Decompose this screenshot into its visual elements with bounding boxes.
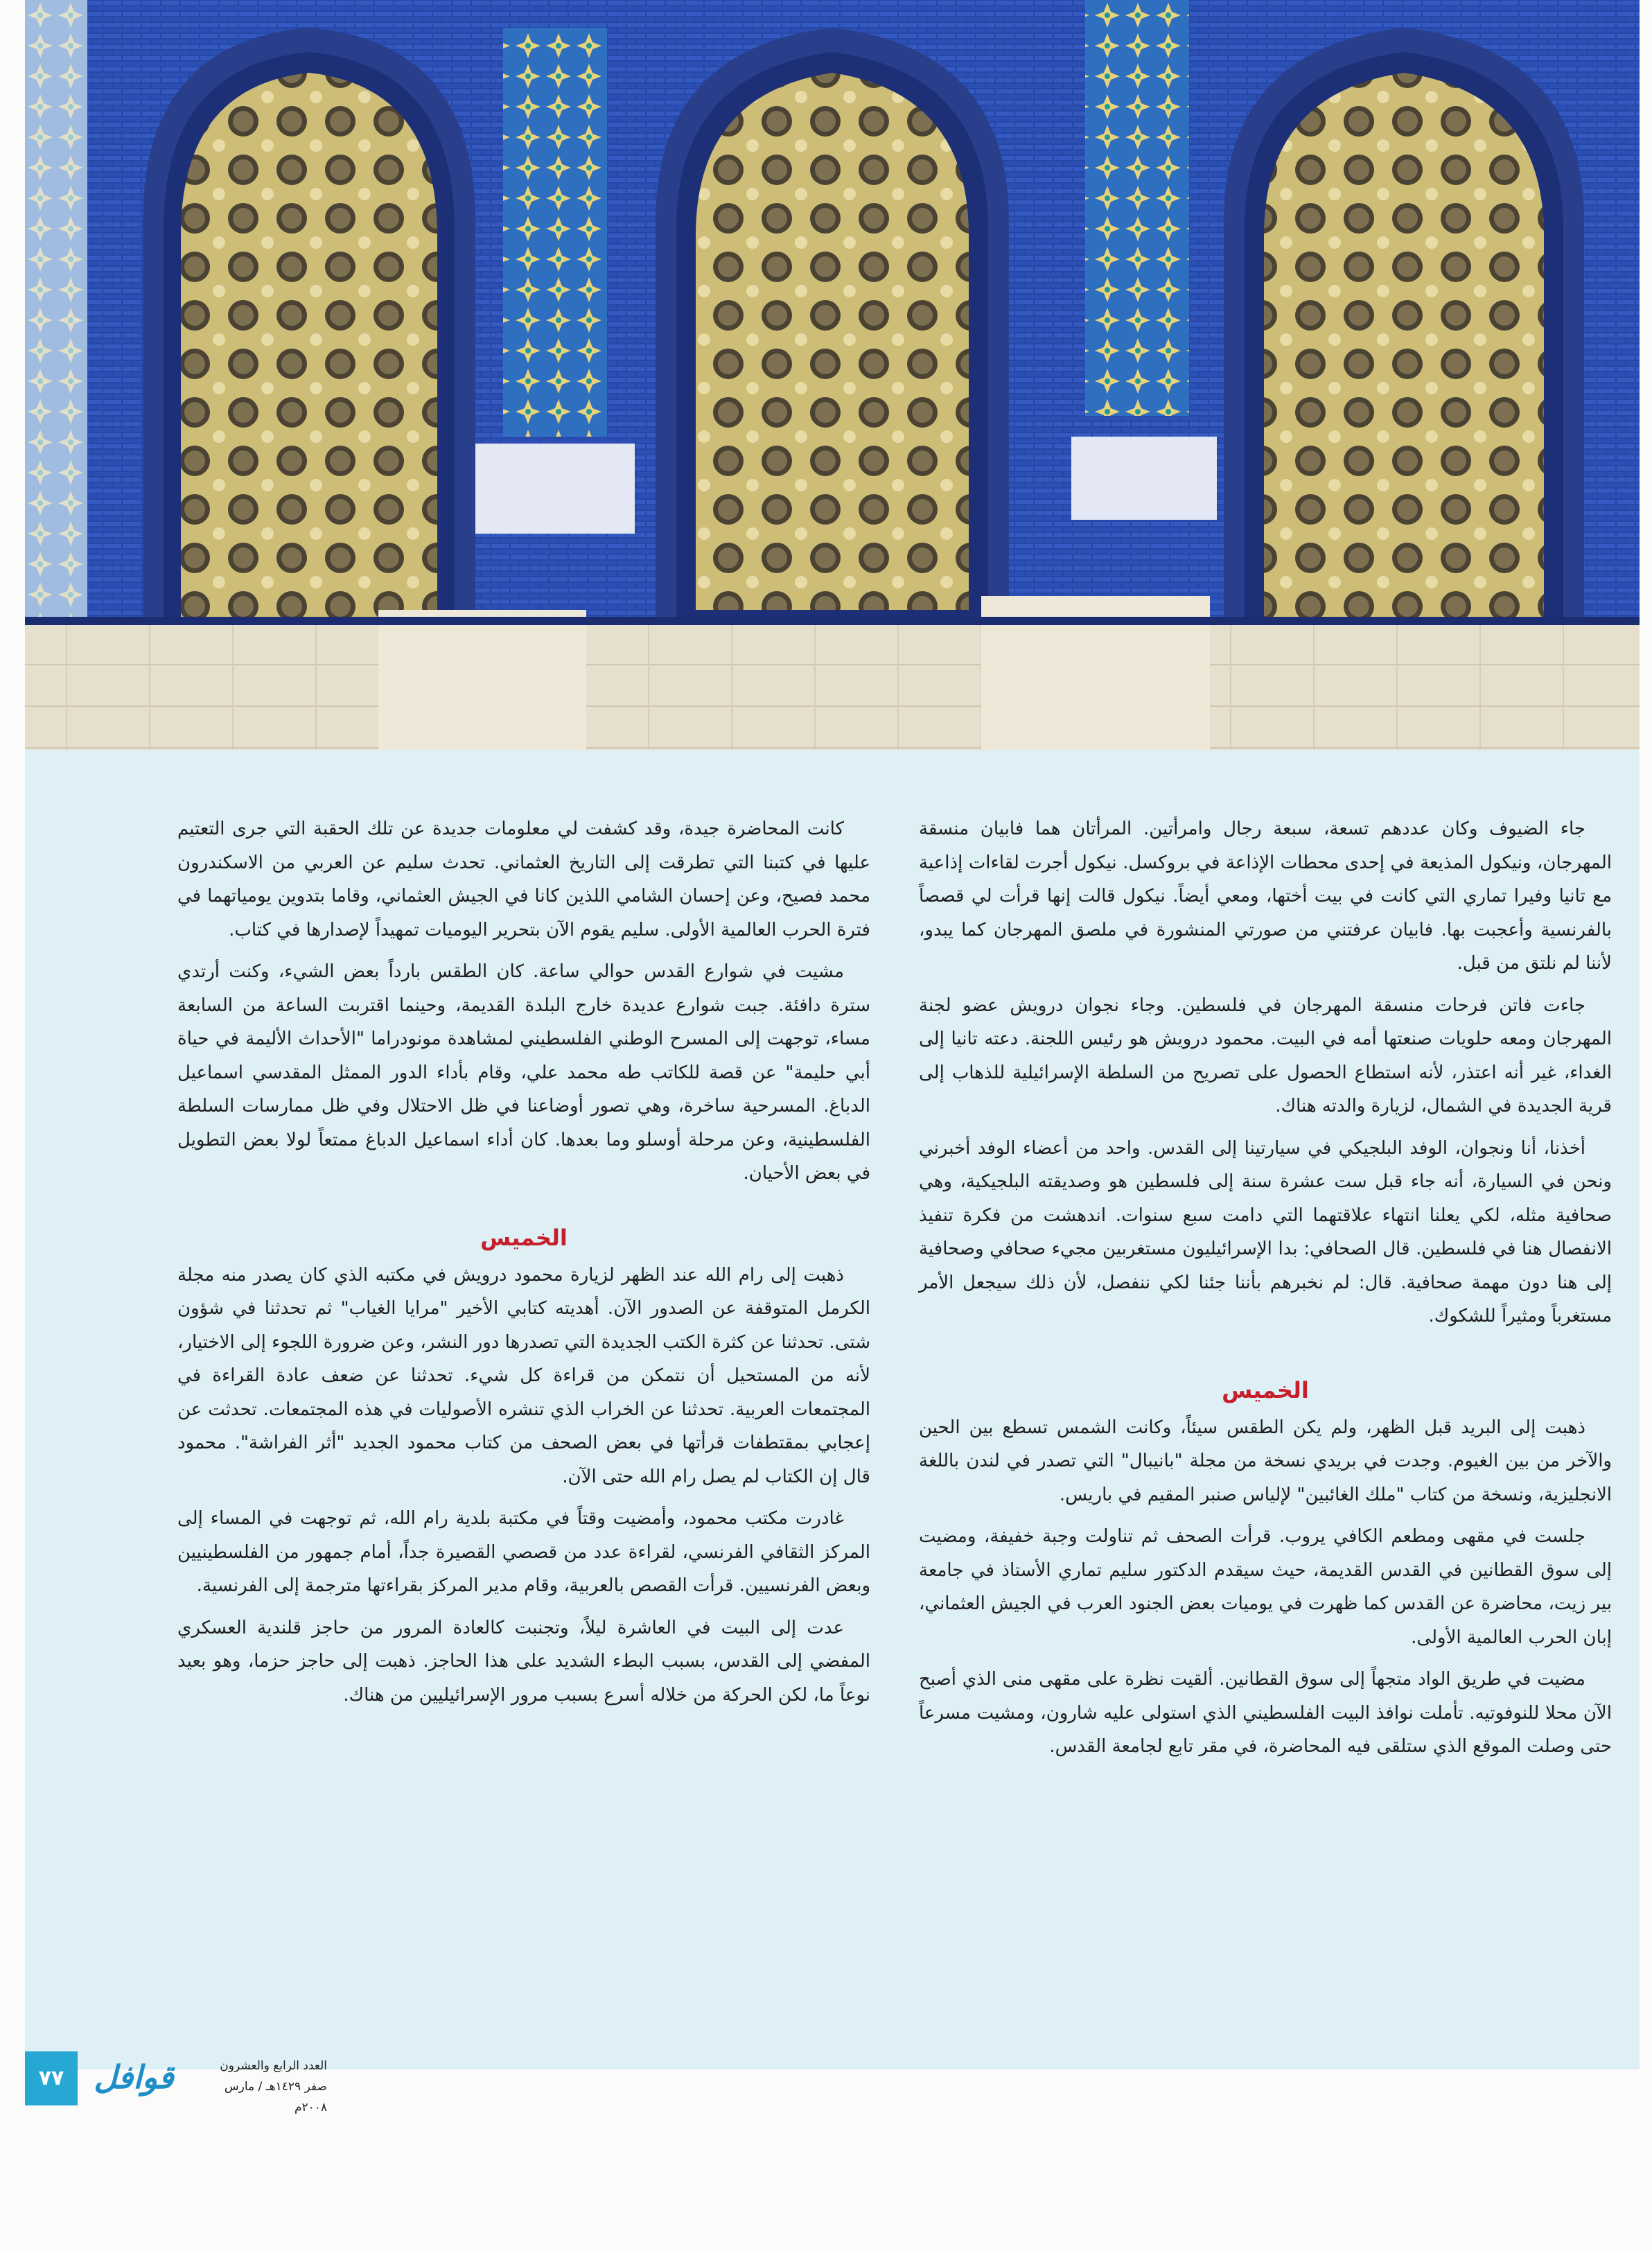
paragraph: جاءت فاتن فرحات منسقة المهرجان في فلسطين. وجاء نجوان درويش عضو لجنة المهرجان ومعه حلويات صنعتها أمه في البيت. محمود درويش هو رئيس اللجنة. دعته تانيا إلى الغداء، غير أنه اعتذر، لأنه استطاع الحصول على تصريح من السلطة الإسرائيلية للذهاب إلى قرية الجديدة في الشمال، لزيارة والدته هناك. bbox=[919, 995, 1612, 1116]
paragraph: مشيت في شوارع القدس حوالي ساعة. كان الطقس بارداً بعض الشيء، وكنت أرتدي سترة دافئة. جبت شوارع عديدة خارج البلدة القديمة، وحينما اقتربت الساعة من السابعة مساء، توجهت إلى المسرح الوطني الفلسطيني لمشاهدة مونودراما "الأحداث الأليمة في حياة أبي حليمة" عن قصة للكاتب طه محمد علي، وقام بأداء الدور الممثل المقدسي اسماعيل الدباغ. المسرحية ساخرة، وهي تصور أوضاعنا في ظل الاحتلال وفي ظل ممارسات السلطة الفلسطينية، وعن مرحلة أوسلو وما بعدها. كان أداء اسماعيل الدباغ ممتعاً لولا بعض التطويل في بعض الأحيان. bbox=[177, 961, 870, 1184]
article-body bbox=[25, 750, 1640, 2069]
section-heading: الخميس bbox=[1222, 1376, 1309, 1403]
paragraph: جاء الضيوف وكان عددهم تسعة، سبعة رجال وامرأتين. المرأتان هما فابيان منسقة المهرجان، ونيكول المذيعة في إحدى محطات الإذاعة في بروكسل. نيكول أجرت لقاءات إذاعية مع تانيا وفيرا تماري التي كانت في بيت أختها، ومعي أيضاً. نيكول قالت إنها قرأت لي قصصاً بالفرنسية وأعجبت بها. فابيان عرفتني من صورتي المنشورة في ملصق المهرجان كما يبدو، لأننا لم نلتق من قبل. bbox=[919, 818, 1612, 974]
article-column-left bbox=[177, 812, 870, 1720]
paragraph: كانت المحاضرة جيدة، وقد كشفت لي معلومات جديدة عن تلك الحقبة التي جرى التعتيم عليها في كتبنا التي تطرقت إلى التاريخ العثماني. تحدث سليم عن العربي من الاسكندرون محمد فصيح، وعن إحسان الشامي اللذين كانا في الجيش العثماني، وقاما بتدوين يومياتهما في فترة الحرب العالمية الأولى. سليم يقوم الآن بتحرير اليوميات تمهيداً لإصدارها في كتاب. bbox=[177, 818, 870, 940]
section-heading: الخميس bbox=[480, 1224, 568, 1251]
paragraph: ذهبت إلى البريد قبل الظهر، ولم يكن الطقس سيئاً، وكانت الشمس تسطع بين الحين والآخر من بين الغيوم. وجدت في بريدي نسخة من مجلة "بانيبال" التي تصدر في لندن باللغة الانجليزية، ونسخة من كتاب "ملك الغائبين" لإلياس صنبر المقيم في باريس. bbox=[919, 1417, 1612, 1505]
page-footer bbox=[25, 2051, 330, 2114]
paragraph: غادرت مكتب محمود، وأمضيت وقتاً في مكتبة بلدية رام الله، ثم توجهت في المساء إلى المركز الثقافي الفرنسي، لقراءة عدد من قصصي القصيرة جداً، أمام جمهور من الفلسطينيين وبعض الفرنسيين. قرأت القصص بالعربية، وقام مدير المركز بقراءتها مترجمة إلى الفرنسية. bbox=[177, 1508, 870, 1596]
page-number: ٧٧ bbox=[25, 2051, 78, 2105]
tiled-windows-illustration bbox=[25, 0, 1640, 750]
issue-date: صفر ١٤٢٩هـ / مارس ٢٠٠٨م bbox=[224, 2080, 327, 2114]
issue-info bbox=[188, 2056, 327, 2118]
paragraph: عدت إلى البيت في العاشرة ليلاً، وتجنبت كالعادة المرور من حاجز قلندية العسكري المفضي إلى القدس، بسبب البطء الشديد على هذا الحاجز. ذهبت إلى حاجز حزما، وهو بعيد نوعاً ما، لكن الحركة من خلاله أسرع بسبب مرور الإسرائيليين من هناك. bbox=[177, 1617, 870, 1706]
paragraph: ذهبت إلى رام الله عند الظهر لزيارة محمود درويش في مكتبه الذي كان يصدر منه مجلة الكرمل المتوقفة عن الصدور الآن. أهديته كتابي الأخير "مرايا الغياب" ثم تحدثنا في شؤون شتى. تحدثنا عن كثرة الكتب الجديدة التي تصدرها دور النشر، وعن ضرورة اللجوء إلى الاختيار، لأنه من المستحيل أن نتمكن من قراءة كل شيء. تحدثنا عن ضعف عادة القراءة في المجتمعات العربية. تحدثنا عن الخراب الذي تنشره الأصوليات في هذه المجتمعات. تحدثت عن إعجابي بمقتطفات قرأتها في بعض الصحف من كتاب محمود الجديد "أثر الفراشة". محمود قال إن الكتاب لم يصل رام الله حتى الآن. bbox=[177, 1264, 870, 1487]
header-photo bbox=[25, 0, 1640, 750]
paragraph: جلست في مقهى ومطعم الكافي يروب. قرأت الصحف ثم تناولت وجبة خفيفة، ومضيت إلى سوق القطانين في القدس القديمة، حيث سيقدم الدكتور سليم تماري الأستاذ في جامعة بير زيت، محاضرة عن القدس كما ظهرت في يوميات بعض الجنود العرب في الجيش العثماني، إبان الحرب العالمية الأولى. bbox=[919, 1526, 1612, 1648]
article-column-right bbox=[919, 812, 1612, 1772]
paragraph: مضيت في طريق الواد متجهاً إلى سوق القطانين. ألقيت نظرة على مقهى منى الذي أصبح الآن محلا للنوفوتيه. تأملت نوافذ البيت الفلسطيني الذي استولى عليه شارون، ومشيت مسرعاً حتى وصلت الموقع الذي ستلقى فيه المحاضرة، في مقر تابع لجامعة القدس. bbox=[919, 1669, 1612, 1757]
magazine-logo: قوافل bbox=[94, 2058, 174, 2096]
paragraph: أخذنا، أنا ونجوان، الوفد البلجيكي في سيارتينا إلى القدس. واحد من أعضاء الوفد أخبرني ونحن في السيارة، أنه جاء قبل ست عشرة سنة إلى فلسطين هو وصديقته البلجيكية، وهي صحافية مثله، لكي يعلنا انتهاء علاقتهما التي دامت سبع سنوات. اندهشت من فكرة تنفيذ الانفصال هنا في فلسطين. قال الصحافي: بدا الإسرائيليون مستغربين مجيء صحافي وصحافية إلى هنا دون مهمة صحافية. قال: لم نخبرهم بأننا جئنا لكي ننفصل، لأن ذلك سيجعل الأمر مستغرباً ومثيراً للشكوك. bbox=[919, 1137, 1612, 1326]
issue-number: العدد الرابع والعشرون bbox=[220, 2059, 327, 2073]
